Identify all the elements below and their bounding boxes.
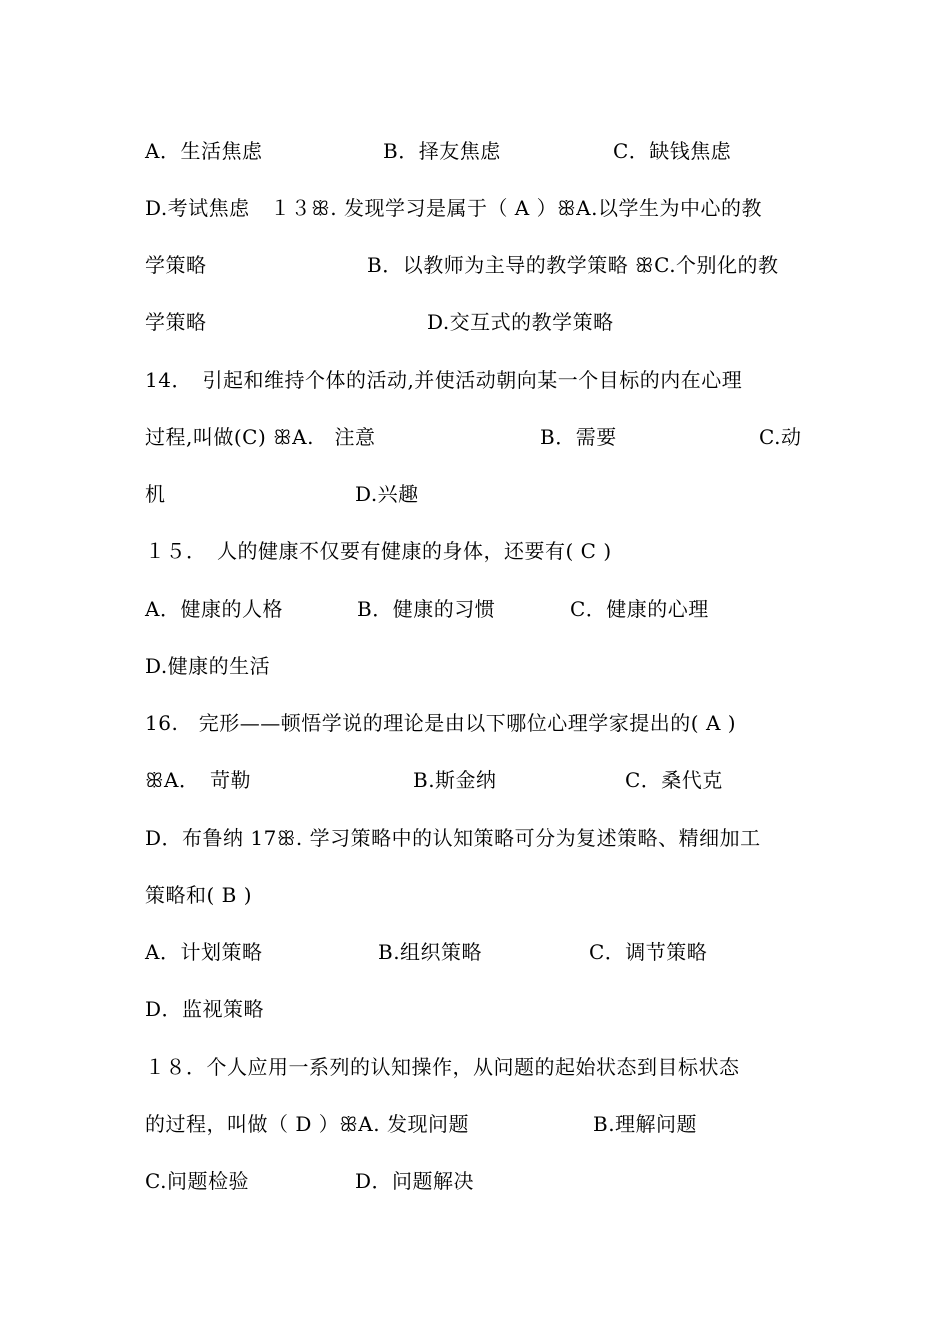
option-c-text: C．桑代克 (625, 768, 723, 792)
question-17-continued-line (145, 880, 807, 910)
option-c-text: C．调节策略 (589, 940, 708, 964)
question-13-line (145, 193, 807, 223)
option-b-text: B.组织策略 (378, 940, 483, 964)
question-17-continued-text: 策略和( B ) (145, 883, 253, 907)
question-17-line (145, 823, 807, 853)
question-16-line (145, 708, 807, 738)
option-b-text: B.理解问题 (593, 1112, 698, 1136)
question-16-text: 16. 完形——顿悟学说的理论是由以下哪位心理学家提出的( A ) (145, 711, 737, 735)
option-c-text: C．健康的心理 (570, 597, 709, 621)
question-17-text: D．布鲁纳 17ꕥ. 学习策略中的认知策略可分为复述策略、精细加工 (145, 826, 761, 850)
option-row-q12 (145, 136, 807, 166)
question-14-line (145, 365, 807, 395)
option-row-q13-a (145, 250, 807, 280)
question-18-line (145, 1052, 807, 1082)
option-d-text: D.健康的生活 (145, 654, 271, 678)
option-row-q16 (145, 765, 807, 795)
option-row-q18-b (145, 1166, 807, 1196)
option-a-continued-text: 学策略 (145, 253, 207, 277)
option-b-text: B．健康的习惯 (357, 597, 496, 621)
option-d-text: D.交互式的教学策略 (427, 310, 614, 334)
question-18-text: １８．个人应用一系列的认知操作，从问题的起始状态到目标状态 (145, 1055, 740, 1079)
option-row-q17 (145, 937, 807, 967)
option-d-text: D.兴趣 (355, 482, 419, 506)
option-row-q15-d (145, 651, 807, 681)
question-18-continued-text: 的过程，叫做（ D ）ꕥA. 发现问题 (145, 1112, 469, 1136)
option-c-continued-text: 机 (145, 482, 166, 506)
option-row-q18-a (145, 1109, 807, 1139)
option-c-text: C.问题检验 (145, 1169, 249, 1193)
question-14-text: 14． 引起和维持个体的活动,并使活动朝向某一个目标的内在心理 (145, 368, 743, 392)
option-c-continued-text: 学策略 (145, 310, 207, 334)
question-13-text: D.考试焦虑 １３ꕥ. 发现学习是属于（ A ）ꕥA.以学生为中心的教 (145, 196, 762, 220)
option-c-text: C.动 (759, 425, 802, 449)
option-b-text: B.斯金纳 (413, 768, 497, 792)
option-d-text: D．问题解决 (355, 1169, 475, 1193)
option-b-text: B．需要 (540, 425, 617, 449)
option-a-text: A．计划策略 (145, 940, 263, 964)
option-a-text: A．健康的人格 (145, 597, 283, 621)
question-15-text: １５． 人的健康不仅要有健康的身体，还要有( C ) (145, 539, 612, 563)
option-row-q14-a (145, 422, 807, 452)
option-a-text: ꕥA． 苛勒 (145, 768, 252, 792)
option-row-q15 (145, 594, 807, 624)
option-a-text: A．生活焦虑 (145, 139, 263, 163)
option-row-q13-b (145, 307, 807, 337)
option-c-text: C．缺钱焦虑 (613, 139, 732, 163)
option-d-text: D．监视策略 (145, 997, 265, 1021)
option-b-text: B．以教师为主导的教学策略 ꕥC.个别化的教 (367, 253, 779, 277)
option-row-q14-b (145, 479, 807, 509)
question-15-line (145, 536, 807, 566)
question-14-continued-text: 过程,叫做(C) ꕥA. 注意 (145, 425, 376, 449)
option-row-q17-d (145, 994, 807, 1024)
option-b-text: B．择友焦虑 (383, 139, 501, 163)
